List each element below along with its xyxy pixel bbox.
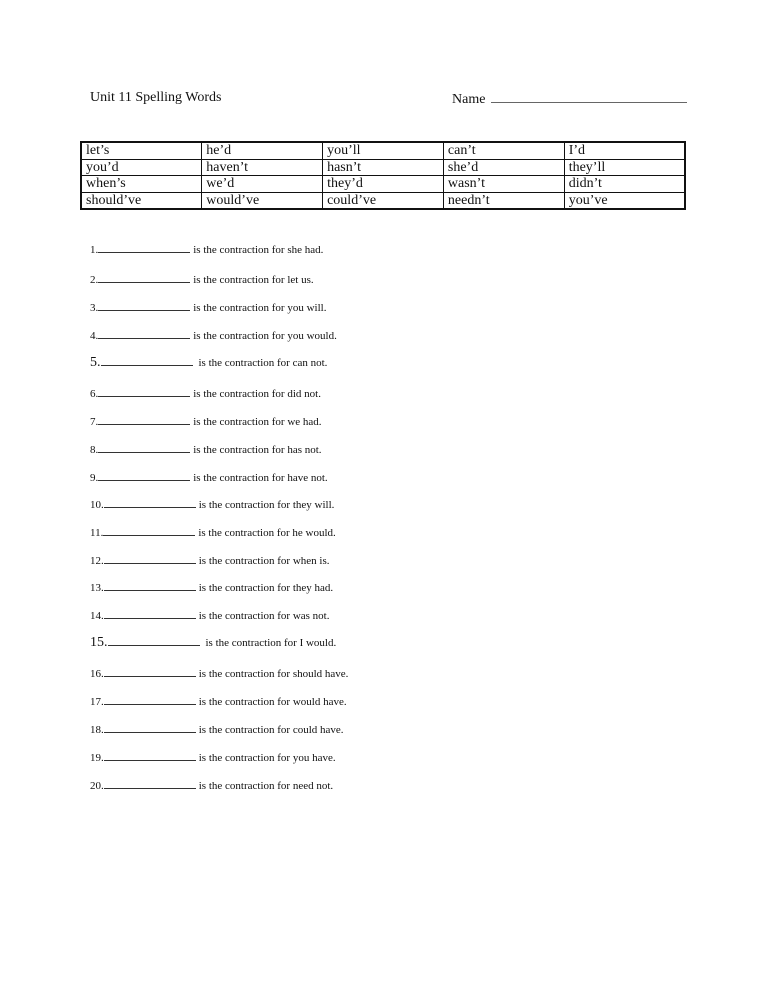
- answer-blank[interactable]: [104, 498, 196, 508]
- question-text: is the contraction for you would.: [193, 330, 337, 342]
- question-text: is the contraction for let us.: [193, 274, 314, 286]
- question-number: 16.: [90, 668, 104, 680]
- question-text: is the contraction for did not.: [193, 388, 321, 400]
- answer-blank[interactable]: [104, 695, 196, 705]
- spelling-word: could’ve: [323, 192, 444, 209]
- question-number: 13.: [90, 582, 104, 594]
- question-text: is the contraction for they will.: [198, 499, 335, 511]
- question-number: 17.: [90, 696, 104, 708]
- question-number: 2.: [90, 274, 99, 286]
- spelling-word: I’d: [564, 142, 685, 159]
- question-item: [90, 471, 328, 484]
- spelling-word: needn’t: [443, 192, 564, 209]
- question-number: 1.: [90, 244, 99, 256]
- table-row: [81, 159, 685, 176]
- spelling-word: can’t: [443, 142, 564, 159]
- spelling-word-table: [80, 141, 686, 210]
- spelling-word: you’ll: [323, 142, 444, 159]
- answer-blank[interactable]: [98, 415, 190, 425]
- question-item: [90, 498, 334, 511]
- question-number: 10.: [90, 499, 104, 511]
- question-number: 11.: [90, 527, 104, 539]
- answer-blank[interactable]: [98, 387, 190, 397]
- answer-blank[interactable]: [104, 554, 196, 564]
- spelling-word: we’d: [202, 176, 323, 193]
- spelling-word: would’ve: [202, 192, 323, 209]
- question-number: 9.: [90, 472, 99, 484]
- question-text: is the contraction for she had.: [193, 244, 324, 256]
- answer-blank[interactable]: [104, 751, 196, 761]
- question-number: 19.: [90, 752, 104, 764]
- question-number: 12.: [90, 555, 104, 567]
- question-item: [90, 779, 333, 792]
- question-number: 6.: [90, 388, 99, 400]
- question-text: is the contraction for can not.: [198, 357, 328, 369]
- question-item: [90, 329, 337, 342]
- question-item: [90, 273, 314, 286]
- question-item: [90, 554, 330, 567]
- name-field: [452, 90, 687, 108]
- question-text: is the contraction for could have.: [198, 724, 344, 736]
- question-text: is the contraction for we had.: [193, 416, 322, 428]
- spelling-word: wasn’t: [443, 176, 564, 193]
- spelling-word: you’d: [81, 159, 202, 176]
- question-item: [90, 723, 344, 736]
- answer-blank[interactable]: [104, 609, 196, 619]
- spelling-word: should’ve: [81, 192, 202, 209]
- question-number: 18.: [90, 724, 104, 736]
- spelling-word: didn’t: [564, 176, 685, 193]
- worksheet-title: Unit 11 Spelling Words: [90, 90, 222, 105]
- question-text: is the contraction for would have.: [198, 696, 347, 708]
- question-number: 15.: [90, 635, 108, 650]
- question-number: 3.: [90, 302, 99, 314]
- question-text: is the contraction for when is.: [198, 555, 330, 567]
- question-item: [90, 667, 348, 680]
- question-number: 8.: [90, 444, 99, 456]
- spelling-word: he’d: [202, 142, 323, 159]
- question-number: 14.: [90, 610, 104, 622]
- answer-blank[interactable]: [104, 581, 196, 591]
- answer-blank[interactable]: [98, 471, 190, 481]
- question-item: [90, 609, 330, 622]
- answer-blank[interactable]: [104, 723, 196, 733]
- question-text: is the contraction for have not.: [193, 472, 328, 484]
- question-item: [90, 387, 321, 400]
- question-number: 7.: [90, 416, 99, 428]
- question-item: [90, 526, 336, 539]
- question-text: is the contraction for need not.: [198, 780, 334, 792]
- question-text: is the contraction for he would.: [198, 527, 336, 539]
- spelling-word: when’s: [81, 176, 202, 193]
- spelling-word: they’d: [323, 176, 444, 193]
- question-item: [90, 695, 347, 708]
- question-item: [90, 635, 336, 651]
- answer-blank[interactable]: [98, 301, 190, 311]
- question-item: [90, 243, 323, 256]
- spelling-word: haven’t: [202, 159, 323, 176]
- question-item: [90, 355, 327, 371]
- question-item: [90, 751, 336, 764]
- table-row: [81, 176, 685, 193]
- spelling-word: let’s: [81, 142, 202, 159]
- spelling-word: you’ve: [564, 192, 685, 209]
- table-row: [81, 142, 685, 159]
- spelling-word: she’d: [443, 159, 564, 176]
- table-row: [81, 192, 685, 209]
- question-item: [90, 443, 322, 456]
- question-text: is the contraction for should have.: [198, 668, 349, 680]
- answer-blank[interactable]: [103, 526, 195, 536]
- name-blank: [491, 90, 687, 103]
- question-text: is the contraction for has not.: [193, 444, 322, 456]
- answer-blank[interactable]: [104, 779, 196, 789]
- answer-blank[interactable]: [108, 636, 200, 646]
- question-item: [90, 581, 333, 594]
- question-number: 5.: [90, 355, 101, 370]
- question-number: 4.: [90, 330, 99, 342]
- question-item: [90, 301, 326, 314]
- spelling-word: hasn’t: [323, 159, 444, 176]
- answer-blank[interactable]: [98, 443, 190, 453]
- question-text: is the contraction for you have.: [198, 752, 336, 764]
- answer-blank[interactable]: [104, 667, 196, 677]
- spelling-word: they’ll: [564, 159, 685, 176]
- question-item: [90, 415, 322, 428]
- answer-blank[interactable]: [98, 273, 190, 283]
- answer-blank[interactable]: [101, 356, 193, 366]
- answer-blank[interactable]: [98, 243, 190, 253]
- question-text: is the contraction for you will.: [193, 302, 327, 314]
- question-text: is the contraction for I would.: [205, 637, 337, 649]
- answer-blank[interactable]: [98, 329, 190, 339]
- question-number: 20.: [90, 780, 104, 792]
- question-text: is the contraction for they had.: [198, 582, 334, 594]
- question-text: is the contraction for was not.: [198, 610, 330, 622]
- name-label: Name: [452, 92, 486, 107]
